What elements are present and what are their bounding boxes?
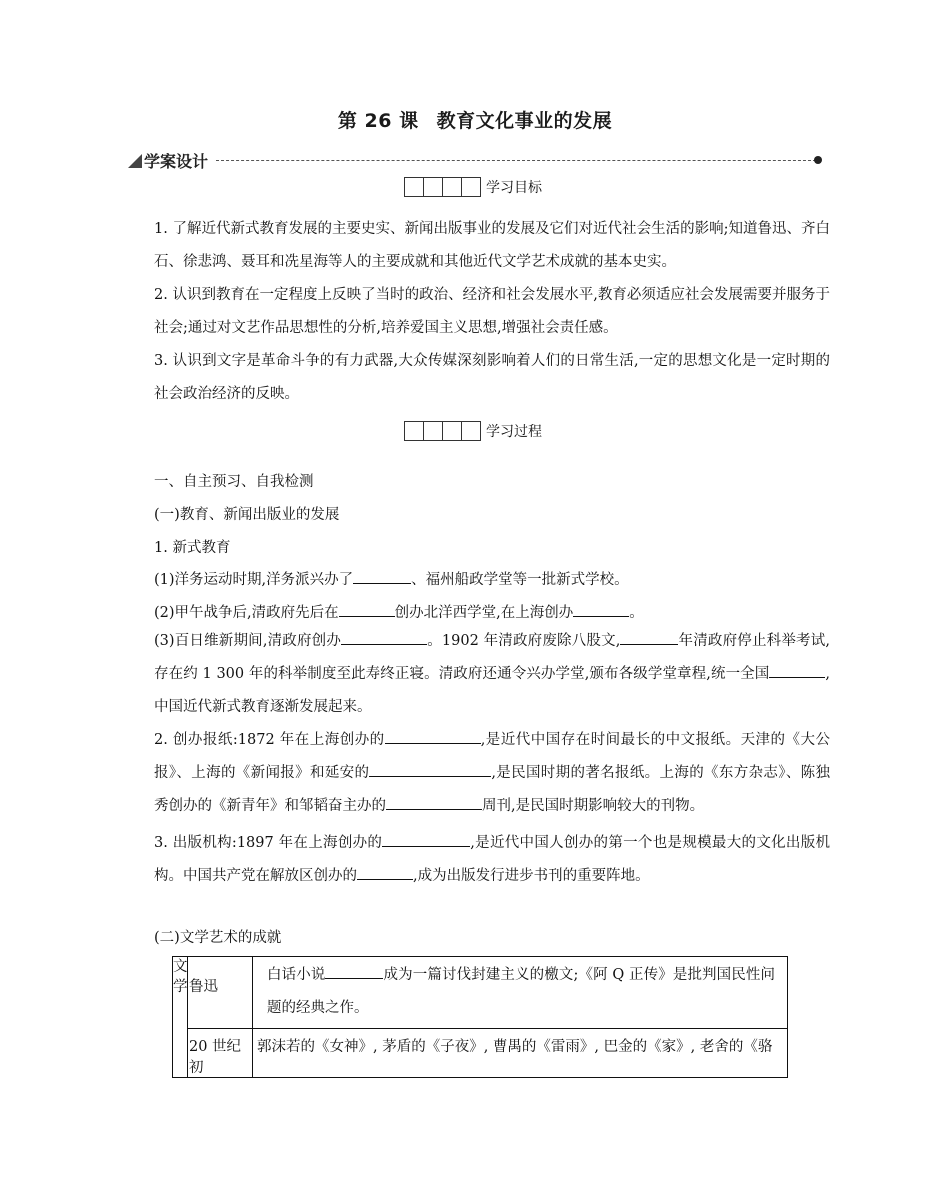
desc-cell: 郭沫若的《女神》, 茅盾的《子夜》, 曹禺的《雷雨》, 巴金的《家》, 老舍的《骆 xyxy=(253,1029,788,1078)
dot-icon xyxy=(814,156,822,164)
sub2-heading: (二)文学艺术的成就 xyxy=(154,930,282,946)
process-heading xyxy=(404,420,542,442)
section-header-label: 学案设计 xyxy=(144,152,209,171)
answer-blank[interactable] xyxy=(339,602,395,617)
goal-item-2: 2. 认识到教育在一定程度上反映了当时的政治、经济和社会发展水平,教育必须适应社会发展需要并服务于社会;通过对文艺作品思想性的分析,培养爱国主义思想,增强社会责任感。 xyxy=(154,287,830,336)
publisher-item: 3. 出版机构:1897 年在上海创办的 ,是近代中国人创办的第一个也是规模最大的文化出版机构。中国共产党在解放区创办的 ,成为出版发行进步书刊的重要阵地。 xyxy=(154,827,830,893)
answer-blank[interactable] xyxy=(369,762,491,777)
answer-blank[interactable] xyxy=(385,729,481,744)
category-cell xyxy=(173,957,188,1078)
dashed-divider xyxy=(216,160,816,161)
sub1-heading: (一)教育、新闻出版业的发展 xyxy=(154,507,340,523)
answer-blank[interactable] xyxy=(769,663,825,678)
box-icons xyxy=(404,177,480,197)
box-icons xyxy=(404,421,480,441)
edu-item-2: (2)甲午战争后,清政府先后在 创办北洋西学堂,在上海创办 。 xyxy=(154,602,644,623)
section-header xyxy=(128,148,822,174)
answer-blank[interactable] xyxy=(573,602,629,617)
process-label: 学习过程 xyxy=(486,424,542,440)
triangle-icon xyxy=(128,154,142,168)
answer-blank[interactable] xyxy=(353,569,411,584)
lesson-number: 第 26 课 xyxy=(337,110,419,132)
table-row xyxy=(173,957,788,1029)
goal-item-1: 1. 了解近代新式教育发展的主要史实、新闻出版事业的发展及它们对近代社会生活的影响;知道鲁迅、齐白石、徐悲鸿、聂耳和冼星海等人的主要成就和其他近代文学艺术成就的基本史实。 xyxy=(154,221,830,270)
desc-cell: 白话小说 成为一篇讨伐封建主义的檄文;《阿 Q 正传》是批判国民性问题的经典之作。 xyxy=(253,957,788,1029)
goal-item-3: 3. 认识到文字是革命斗争的有力武器,大众传媒深刻影响着人们的日常生活,一定的思想文化是一定时期的社会政治经济的反映。 xyxy=(154,353,830,402)
goals-label: 学习目标 xyxy=(486,180,542,196)
edu-item-3: (3)百日维新期间,清政府创办 。1902 年清政府废除八股文, 年清政府停止科举考试,存在约 1 300 年的科举制度至此寿终正寝。清政府还通令兴办学堂,颁布各级学堂章程,统一全国 ,中国近代新式教育逐渐发展起来。 xyxy=(154,625,830,724)
edu-title: 1. 新式教育 xyxy=(154,540,231,556)
answer-blank[interactable] xyxy=(620,630,678,645)
newspaper-item: 2. 创办报纸:1872 年在上海创办的 ,是近代中国存在时间最长的中文报纸。天津的《大公报》、上海的《新闻报》和延安的 ,是民国时期的著名报纸。上海的《东方杂志》、陈独秀创办的《新青年》和邹韬奋主办的 周刊,是民国时期影响较大的刊物。 xyxy=(154,724,830,823)
edu-item-1: (1)洋务运动时期,洋务派兴办了 、福州船政学堂等一批新式学校。 xyxy=(154,569,629,590)
page-title xyxy=(0,106,950,133)
name-cell: 鲁迅 xyxy=(188,957,253,1029)
name-cell: 20 世纪初 xyxy=(188,1029,253,1078)
answer-blank[interactable] xyxy=(341,630,427,645)
part1-heading: 一、自主预习、自我检测 xyxy=(154,474,314,490)
answer-blank[interactable] xyxy=(357,865,413,880)
table-row xyxy=(173,1029,788,1078)
goals-heading xyxy=(404,176,542,198)
answer-blank[interactable] xyxy=(382,832,470,847)
literature-table xyxy=(172,956,788,1078)
category-label: 文学 xyxy=(173,959,188,995)
lesson-name: 教育文化事业的发展 xyxy=(436,110,613,132)
answer-blank[interactable] xyxy=(325,964,383,979)
answer-blank[interactable] xyxy=(386,795,482,810)
